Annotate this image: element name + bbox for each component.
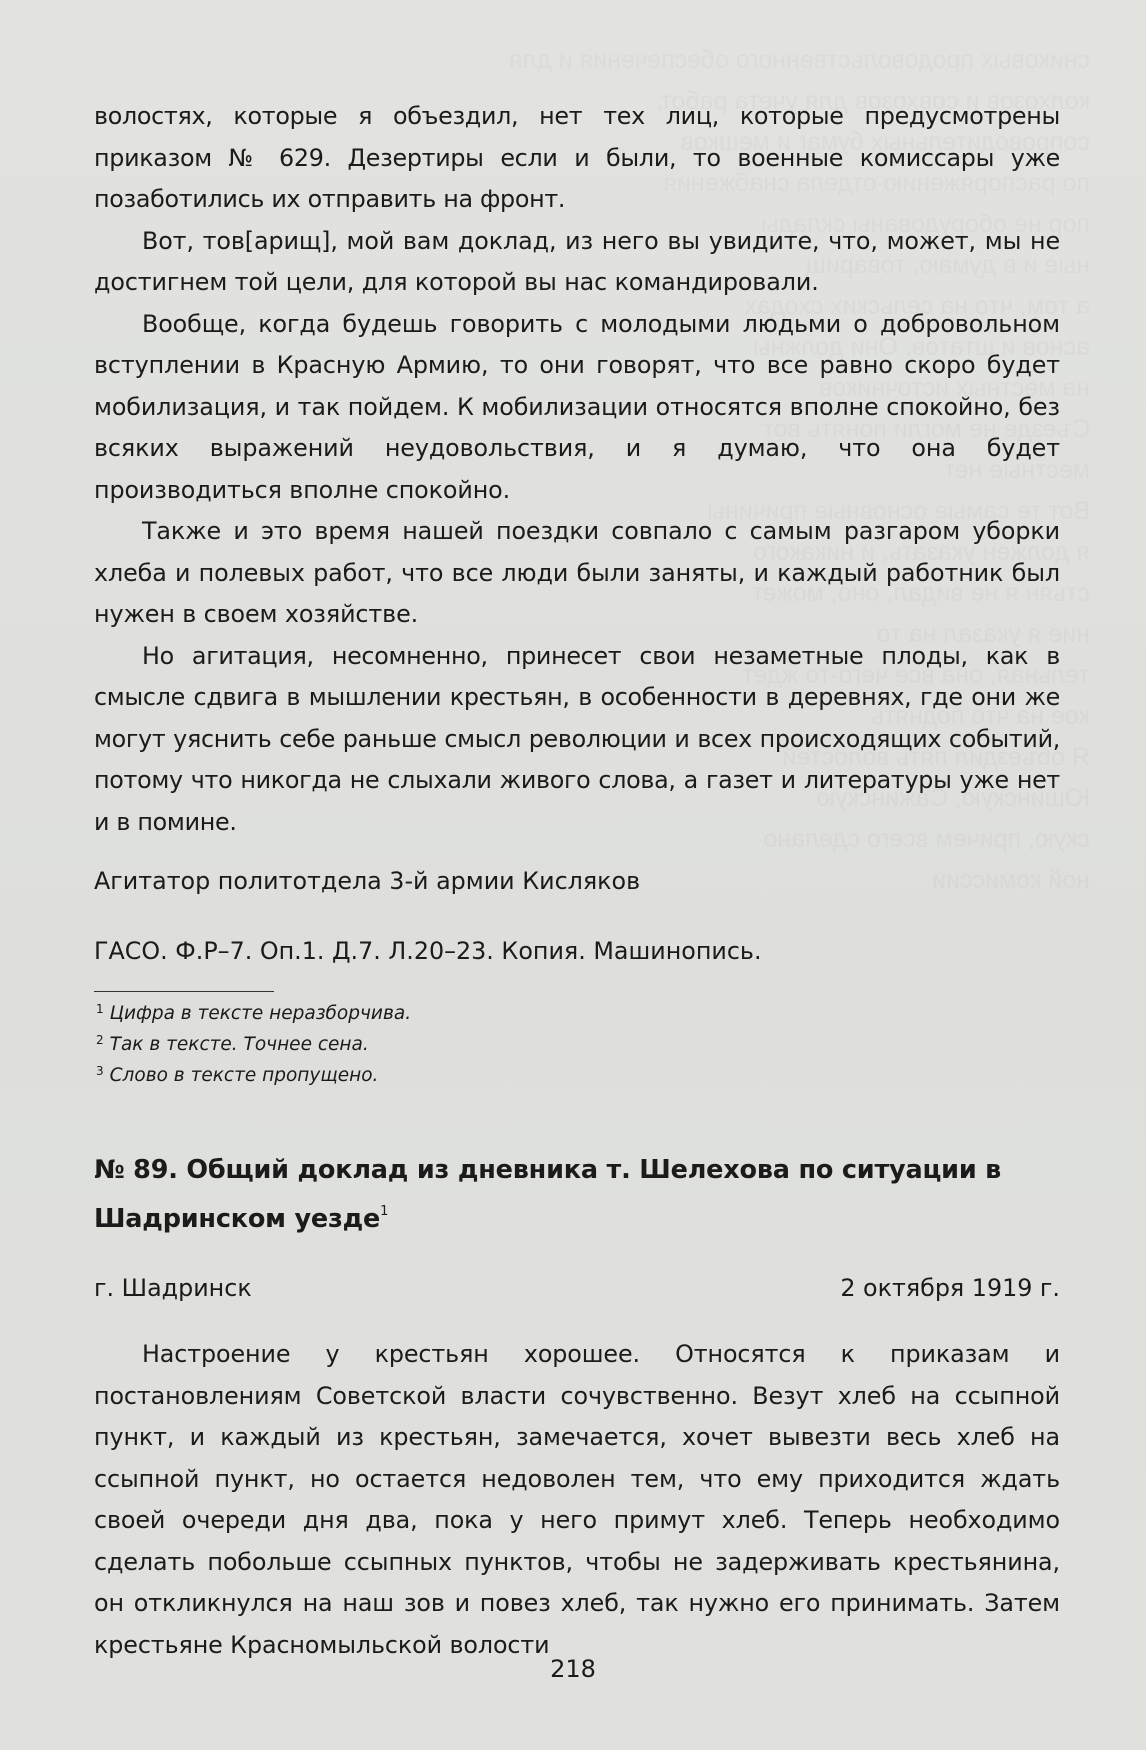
paragraph-harvest: Также и это время нашей поездки совпало с самым разгаром уборки хлеба и полевых работ, что все люди были заняты, и каждый работник был нужен в своем хозяйстве. [94,517,1060,628]
footnotes [94,996,1060,1089]
paragraph-mobilization: Вообще, когда будешь говорить с молодыми людьми о добровольном вступлении в Красную Армию, то они говорят, что все равно скоро будет мобилизация, и так пойдем. К мобилизации относятся вполне спокойно, без всяких выражений неудовольствия, и я думаю, что она будет производиться вполне спокойно. [94,309,1060,504]
footnote-text: Так в тексте. Точнее сена. [109,1034,369,1055]
paragraph-continuation: волостях, которые я объездил, нет тех лиц, которые предусмотрены приказом № 629. Дезертиры если и были, то военные комиссары уже позаботились их отправить на фронт. [94,102,1060,213]
paragraph-report-conclusion: Вот, тов[арищ], мой вам доклад, из него вы увидите, что, может, мы не достигнем той цели, для которой вы нас командировали. [94,226,1060,296]
paragraph-peasants-mood: Настроение у крестьян хорошее. Относятся к приказам и постановлениям Советской власти сочувственно. Везут хлеб на ссыпной пункт, и каждый из крестьян, замечается, хочет вывезти весь хлеб на ссыпной пункт, но остается недоволен тем, что ему приходится ждать своей очереди дня два, пока у него примут хлеб. Теперь необходимо сделать побольше ссыпных пунктов, чтобы не задерживать крестьянина, он откликнулся на наш зов и повез хлеб, так нужно его принимать. Затем крестьяне Красномыльской волости [94,1340,1060,1659]
footnote-item [96,1027,1060,1058]
footnote-item [96,996,1060,1027]
signature-line: Агитатор политотдела 3-й армии Кисляков [94,867,641,895]
place-date-line [94,1268,1060,1308]
heading-footnote-mark: 1 [380,1204,389,1219]
footnote-text: Слово в тексте пропущено. [109,1065,379,1086]
page-content [94,96,1060,1666]
footnote-number: 1 [96,1002,104,1016]
footnote-divider [94,991,274,992]
archive-source: ГАСО. Ф.Р–7. Оп.1. Д.7. Л.20–23. Копия. Машинопись. [94,937,762,965]
footnote-number: 3 [96,1064,104,1078]
footnote-text: Цифра в тексте неразборчива. [109,1003,412,1024]
place: г. Шадринск [94,1274,252,1302]
footnote-item [96,1058,1060,1089]
date: 2 октября 1919 г. [840,1274,1060,1302]
footnote-number: 2 [96,1033,104,1047]
paragraph-agitation: Но агитация, несомненно, принесет свои незаметные плоды, как в смысле сдвига в мышлении крестьян, в особенности в деревнях, где они же могут уяснить себе раньше смысл революции и всех происходящих событий, потому что никогда не слыхали живого слова, а газет и литературы уже нет и в помине. [94,641,1060,836]
document-heading [94,1149,1060,1240]
document-heading-text: № 89. Общий доклад из дневника т. Шелехова по ситуации в Шадринском уезде [94,1155,1002,1234]
page-number: 218 [550,1655,596,1683]
